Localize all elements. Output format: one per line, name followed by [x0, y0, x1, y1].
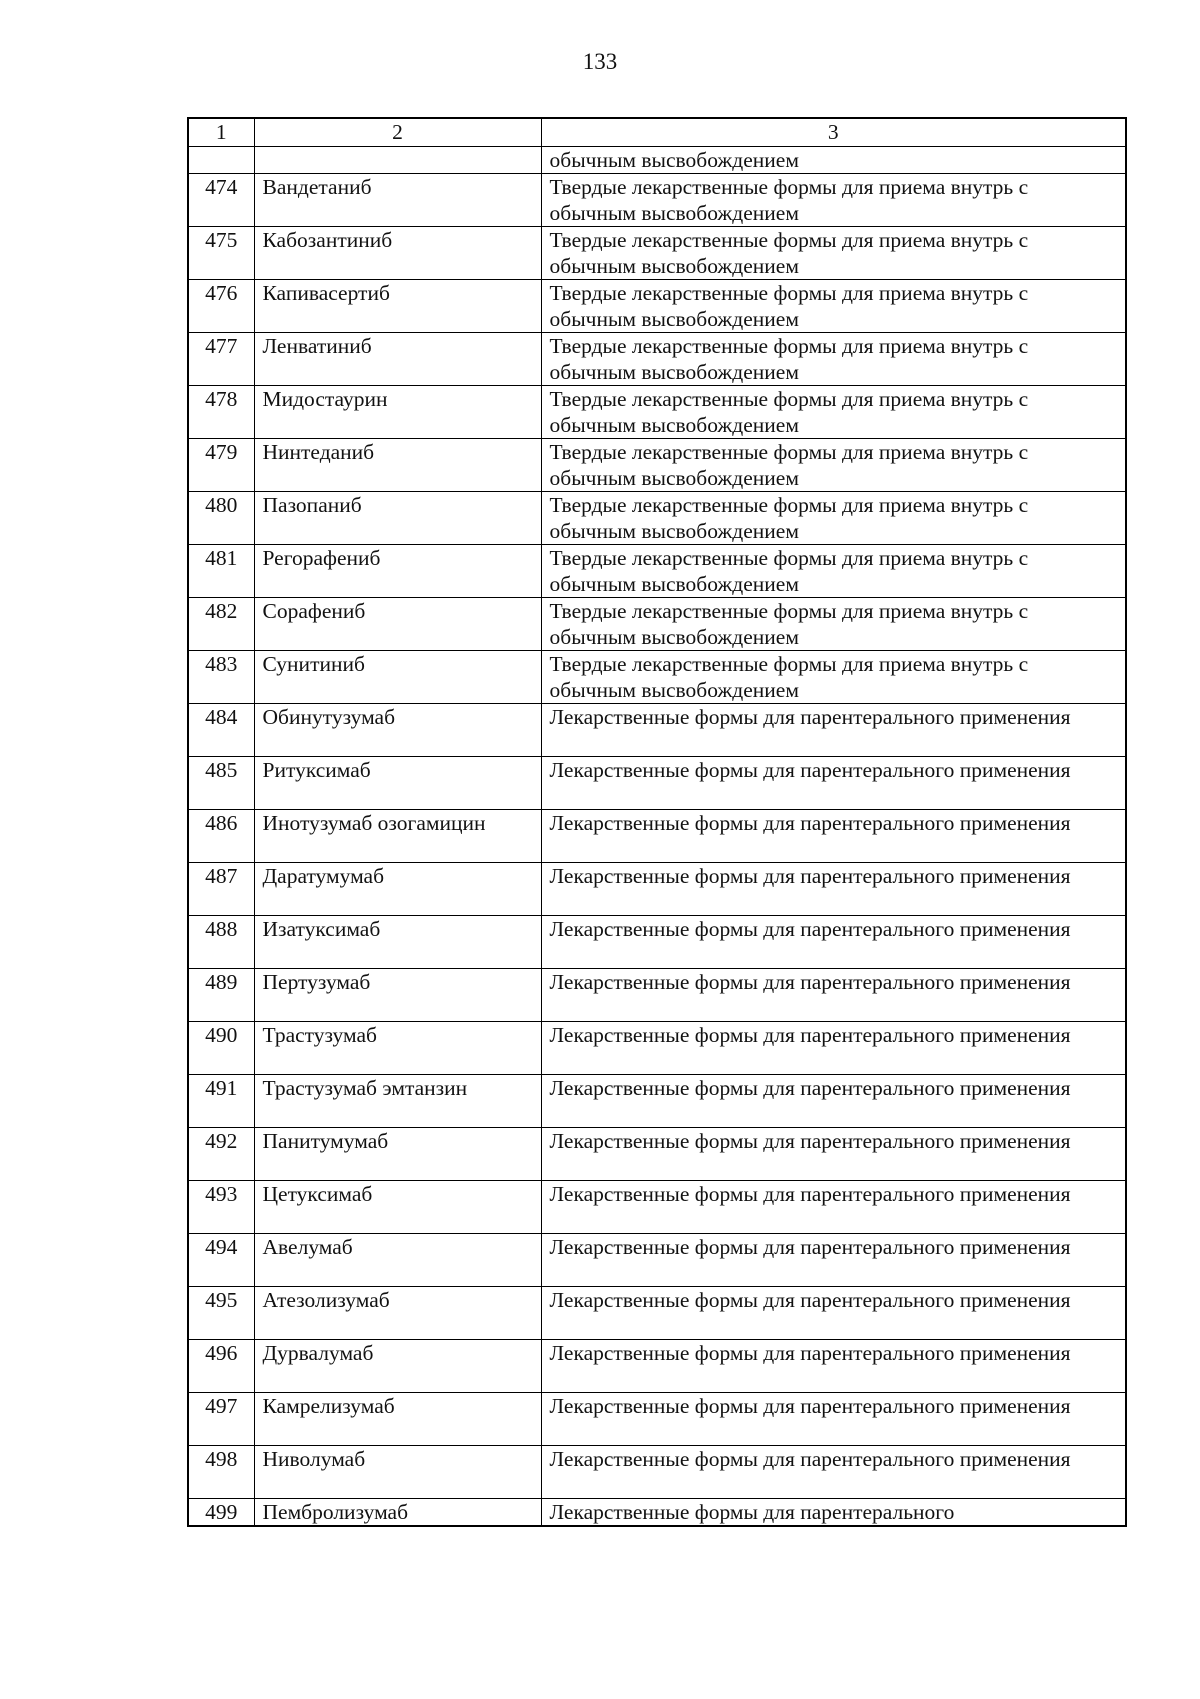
dosage-form: Лекарственные формы для парентерального применения: [541, 1181, 1126, 1234]
row-number: 477: [188, 333, 254, 386]
table-row: [188, 1287, 1126, 1340]
drug-name: Пембролизумаб: [254, 1499, 541, 1527]
dosage-form: Лекарственные формы для парентерального применения: [541, 1075, 1126, 1128]
drug-name: Кабозантиниб: [254, 227, 541, 280]
table-row: [188, 757, 1126, 810]
drug-name: Вандетаниб: [254, 174, 541, 227]
drug-name: Изатуксимаб: [254, 916, 541, 969]
continuation-row: [188, 147, 1126, 174]
row-number: 494: [188, 1234, 254, 1287]
row-number: 498: [188, 1446, 254, 1499]
drug-name: Сунитиниб: [254, 651, 541, 704]
dosage-form: Лекарственные формы для парентерального применения: [541, 1128, 1126, 1181]
dosage-form: Твердые лекарственные формы для приема внутрь с обычным высвобождением: [541, 227, 1126, 280]
table-row: [188, 810, 1126, 863]
dosage-form: Лекарственные формы для парентерального: [541, 1499, 1126, 1527]
row-number: 497: [188, 1393, 254, 1446]
table-row: [188, 386, 1126, 439]
table-row: [188, 439, 1126, 492]
dosage-form: Твердые лекарственные формы для приема внутрь с обычным высвобождением: [541, 598, 1126, 651]
drug-name: Ленватиниб: [254, 333, 541, 386]
table-row: [188, 863, 1126, 916]
row-number: [188, 147, 254, 174]
table-row: [188, 1340, 1126, 1393]
drug-name: Трастузумаб: [254, 1022, 541, 1075]
header-col-1: 1: [188, 118, 254, 147]
drug-name: Трастузумаб эмтанзин: [254, 1075, 541, 1128]
row-number: 480: [188, 492, 254, 545]
dosage-form: Лекарственные формы для парентерального применения: [541, 810, 1126, 863]
dosage-form: Лекарственные формы для парентерального применения: [541, 1287, 1126, 1340]
row-number: 476: [188, 280, 254, 333]
table-row: [188, 545, 1126, 598]
table-row: [188, 969, 1126, 1022]
row-number: 479: [188, 439, 254, 492]
table-row: [188, 1075, 1126, 1128]
row-number: 489: [188, 969, 254, 1022]
drug-name: Инотузумаб озогамицин: [254, 810, 541, 863]
dosage-form: Твердые лекарственные формы для приема внутрь с обычным высвобождением: [541, 439, 1126, 492]
drug-name: Ниволумаб: [254, 1446, 541, 1499]
row-number: 485: [188, 757, 254, 810]
dosage-form: Лекарственные формы для парентерального применения: [541, 1393, 1126, 1446]
row-number: 478: [188, 386, 254, 439]
row-number: 475: [188, 227, 254, 280]
row-number: 496: [188, 1340, 254, 1393]
drug-name: Мидостаурин: [254, 386, 541, 439]
row-number: 493: [188, 1181, 254, 1234]
table-row: [188, 333, 1126, 386]
drug-name: Дурвалумаб: [254, 1340, 541, 1393]
drug-name: Пазопаниб: [254, 492, 541, 545]
drug-name: Капивасертиб: [254, 280, 541, 333]
dosage-form: Лекарственные формы для парентерального применения: [541, 757, 1126, 810]
table-row: [188, 598, 1126, 651]
dosage-form: Лекарственные формы для парентерального применения: [541, 1022, 1126, 1075]
drug-name: Пертузумаб: [254, 969, 541, 1022]
dosage-form: Твердые лекарственные формы для приема внутрь с обычным высвобождением: [541, 174, 1126, 227]
row-number: 482: [188, 598, 254, 651]
table-row: [188, 227, 1126, 280]
dosage-form: Твердые лекарственные формы для приема внутрь с обычным высвобождением: [541, 651, 1126, 704]
drug-name: Сорафениб: [254, 598, 541, 651]
row-number: 490: [188, 1022, 254, 1075]
table-row: [188, 1022, 1126, 1075]
dosage-form: обычным высвобождением: [541, 147, 1126, 174]
dosage-form: Твердые лекарственные формы для приема внутрь с обычным высвобождением: [541, 280, 1126, 333]
row-number: 491: [188, 1075, 254, 1128]
drug-name: Нинтеданиб: [254, 439, 541, 492]
table-row: [188, 1499, 1126, 1527]
table-row: [188, 1181, 1126, 1234]
page-number: 133: [582, 49, 618, 74]
dosage-form: Лекарственные формы для парентерального применения: [541, 1234, 1126, 1287]
table-row: [188, 651, 1126, 704]
dosage-form: Твердые лекарственные формы для приема внутрь с обычным высвобождением: [541, 386, 1126, 439]
dosage-form: Твердые лекарственные формы для приема внутрь с обычным высвобождением: [541, 492, 1126, 545]
table-header: [188, 118, 1126, 147]
drug-name: Обинутузумаб: [254, 704, 541, 757]
drug-name: Даратумумаб: [254, 863, 541, 916]
drug-name: Атезолизумаб: [254, 1287, 541, 1340]
drug-name: Камрелизумаб: [254, 1393, 541, 1446]
row-number: 487: [188, 863, 254, 916]
row-number: 488: [188, 916, 254, 969]
table-row: [188, 174, 1126, 227]
row-number: 483: [188, 651, 254, 704]
dosage-form: Твердые лекарственные формы для приема внутрь с обычным высвобождением: [541, 333, 1126, 386]
drug-name: [254, 147, 541, 174]
dosage-form: Твердые лекарственные формы для приема внутрь с обычным высвобождением: [541, 545, 1126, 598]
table-row: [188, 1393, 1126, 1446]
dosage-form: Лекарственные формы для парентерального применения: [541, 1446, 1126, 1499]
medicines-table: [187, 117, 1127, 1527]
row-number: 492: [188, 1128, 254, 1181]
drug-name: Цетуксимаб: [254, 1181, 541, 1234]
row-number: 484: [188, 704, 254, 757]
table-row: [188, 916, 1126, 969]
header-col-3: 3: [541, 118, 1126, 147]
row-number: 486: [188, 810, 254, 863]
dosage-form: Лекарственные формы для парентерального применения: [541, 704, 1126, 757]
header-col-2: 2: [254, 118, 541, 147]
dosage-form: Лекарственные формы для парентерального применения: [541, 916, 1126, 969]
row-number: 474: [188, 174, 254, 227]
table-row: [188, 1446, 1126, 1499]
row-number: 495: [188, 1287, 254, 1340]
drug-name: Авелумаб: [254, 1234, 541, 1287]
dosage-form: Лекарственные формы для парентерального применения: [541, 863, 1126, 916]
table-row: [188, 492, 1126, 545]
drug-name: Ритуксимаб: [254, 757, 541, 810]
table-row: [188, 704, 1126, 757]
row-number: 481: [188, 545, 254, 598]
dosage-form: Лекарственные формы для парентерального применения: [541, 969, 1126, 1022]
row-number: 499: [188, 1499, 254, 1527]
drug-name: Панитумумаб: [254, 1128, 541, 1181]
table-row: [188, 1128, 1126, 1181]
table-row: [188, 280, 1126, 333]
table-row: [188, 1234, 1126, 1287]
dosage-form: Лекарственные формы для парентерального применения: [541, 1340, 1126, 1393]
drug-name: Регорафениб: [254, 545, 541, 598]
